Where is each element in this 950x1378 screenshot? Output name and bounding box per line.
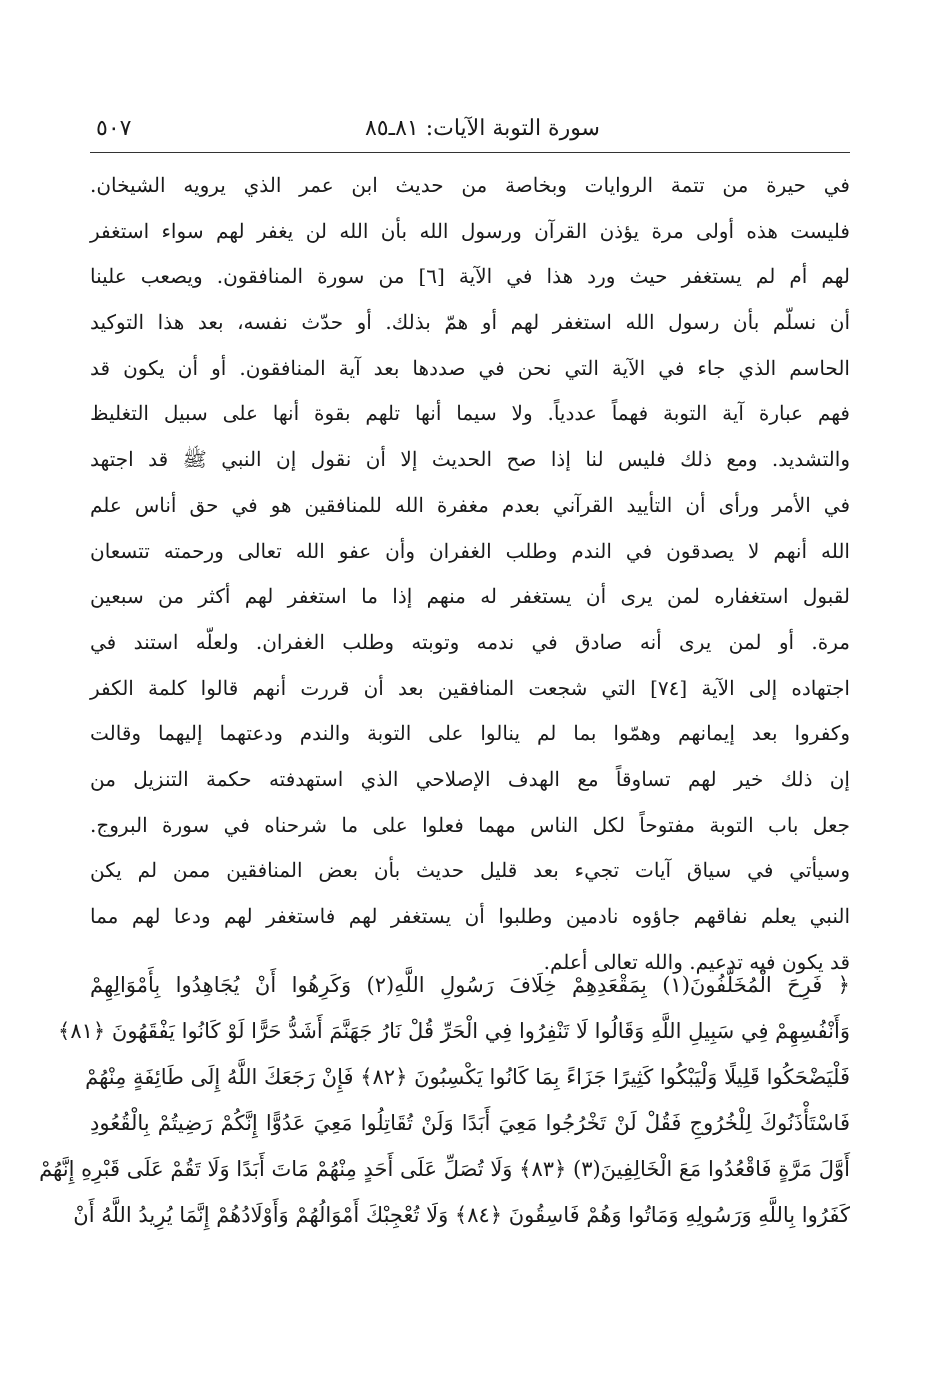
text-line: والتشديد. ومع ذلك فليس لنا إذا صح الحديث إلا أن نقول إن النبي ﷺ قد اجتهد (90, 447, 850, 472)
page-title: سورة التوبة الآيات: ٨١ـ٨٥ (364, 116, 600, 141)
text-line: لهم أم لم يستغفر حيث ورد هذا في الآية [٦] من سورة المنافقون. ويصعب علينا (90, 264, 850, 289)
text-line: اجتهاده إلى الآية [٧٤] التي شجعت المنافقين بعد أن قررت أنهم قالوا كلمة الكفر (90, 675, 850, 700)
text-line: وكفروا بعد إيمانهم وهمّوا بما لم ينالوا على التوبة والندم ودعتهما إليهما وقالت (90, 721, 850, 746)
text-line: جعل باب التوبة مفتوحاً لكل الناس مهما فعلوا على ما شرحناه في سورة البروج. (90, 812, 851, 837)
text-line: الله أنهم لا يصدقون في الندم وطلب الغفران وأن عفو الله تعالى ورحمته تتسعان (90, 538, 850, 563)
text-line: فهم عبارة آية التوبة فهماً عددياً. ولا سيما أنها تلهم بقوة أنها على سبيل التغليظ (90, 401, 850, 426)
header-divider (90, 152, 850, 153)
text-line: قد يكون فيه تدعيم. والله تعالى أعلم. (543, 949, 850, 974)
text-line: إن ذلك خير لهم تساوقاً مع الهدف الإصلاحي الذي استهدفته حكمة التنزيل من (90, 766, 850, 791)
verse-line: كَفَرُوا بِاللَّهِ وَرَسُولِهِ وَمَاتُوا وَهُمْ فَاسِقُونَ ﴿٨٤﴾ وَلَا تُعْجِبْكَ أَمْوَالُهُمْ وَأَوْلَادُهُمْ إِنَّمَا يُرِيدُ اللَّهُ أَنْ (73, 1203, 850, 1227)
page-header (90, 112, 850, 152)
verse-line: أَوَّلَ مَرَّةٍ فَاقْعُدُوا مَعَ الْخَالِفِينَ(٣) ﴿٨٣﴾ وَلَا تُصَلِّ عَلَى أَحَدٍ مِنْهُمْ مَاتَ أَبَدًا وَلَا تَقُمْ عَلَى قَبْرِهِ إِنَّهُمْ (39, 1157, 850, 1181)
commentary-text (90, 163, 850, 985)
text-line: فليست هذه أولى مرة يؤذن القرآن ورسول الله بأن الله لن يغفر لهم سواء استغفر (90, 218, 850, 243)
verse-line: فَاسْتَأْذَنُوكَ لِلْخُرُوجِ فَقُلْ لَنْ تَخْرُجُوا مَعِيَ أَبَدًا وَلَنْ تُقَاتِلُوا مَعِيَ عَدُوًّا إِنَّكُمْ رَضِيتُمْ بِالْقُعُودِ (90, 1111, 850, 1135)
text-line: في حيرة من تتمة الروايات وبخاصة من حديث ابن عمر الذي يرويه الشيخان. (90, 173, 850, 197)
verse-line: ﴿ فَرِحَ الْمُخَلَّفُونَ(١) بِمَقْعَدِهِمْ خِلَافَ رَسُولِ اللَّهِ(٢) وَكَرِهُوا أَنْ يُجَاهِدُوا بِأَمْوَالِهِمْ (90, 973, 850, 997)
text-line: وسيأتي في سياق آيات تجيء بعد قليل حديث بأن بعض المنافقين ممن لم يكن (90, 858, 850, 883)
text-line: في الأمر ورأى أن التأييد القرآني بعدم مغفرة الله للمنافقين هو في حق أناس علم (90, 492, 851, 517)
text-line: مرة. أو لمن يرى أنه صادق في ندمه وتوبته وطلب الغفران. ولعلّه استند في (90, 629, 850, 654)
text-line: لقبول استغفاره لمن يرى أن يستغفر له منهم إذا ما استغفر لهم أكثر من سبعين (90, 584, 850, 609)
text-line: أن نسلّم بأن رسول الله استغفر لهم أو همّ بذلك. أو حدّث نفسه، بعد هذا التوكيد (90, 310, 850, 335)
page-number: ٥٠٧ (96, 116, 132, 141)
verse-line: فَلْيَضْحَكُوا قَلِيلًا وَلْيَبْكُوا كَثِيرًا جَزَاءً بِمَا كَانُوا يَكْسِبُونَ ﴿٨٢﴾ فَإِنْ رَجَعَكَ اللَّهُ إِلَى طَائِفَةٍ مِنْهُمْ (85, 1065, 850, 1089)
text-line: النبي يعلم نفاقهم جاؤوه نادمين وطلبوا أن يستغفر لهم فاستغفر لهم ودعا لهم مما (90, 904, 850, 928)
quran-verses (39, 962, 850, 1238)
verse-line: وَأَنْفُسِهِمْ فِي سَبِيلِ اللَّهِ وَقَالُوا لَا تَنْفِرُوا فِي الْحَرِّ قُلْ نَارُ جَهَنَّمَ أَشَدُّ حَرًّا لَوْ كَانُوا يَفْقَهُونَ ﴿٨١﴾ (58, 1019, 850, 1043)
text-line: الحاسم الذي جاء في الآية التي نحن في صددها بعد آية المنافقون. أو أن يكون قد (90, 355, 850, 380)
